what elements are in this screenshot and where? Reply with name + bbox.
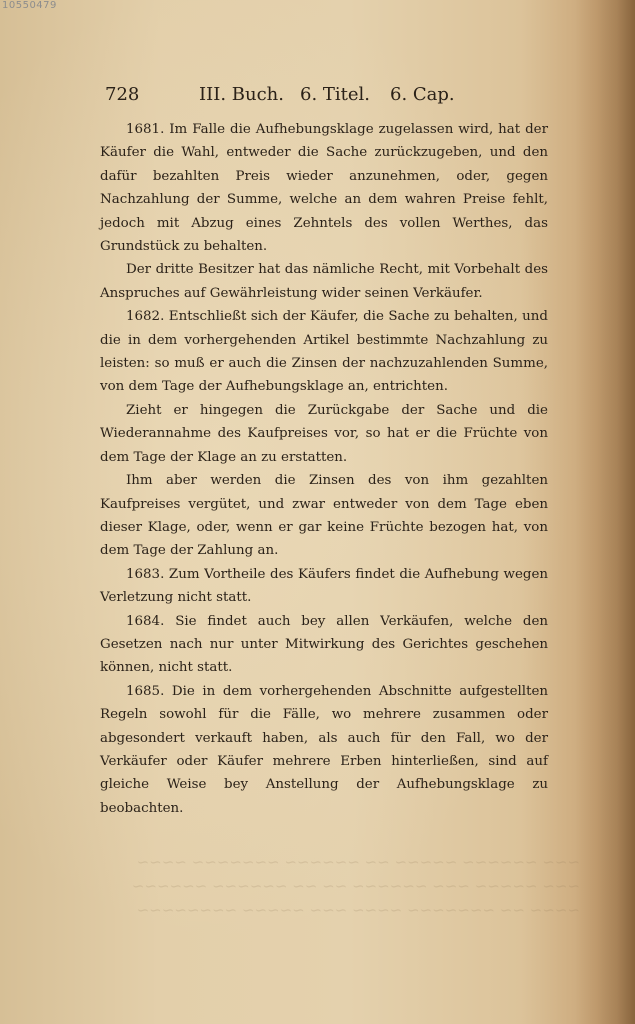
paragraph-return: Zieht er hingegen die Zurückgabe der Sache und die Wiederannahme des Kaufpreises vor, so hat er die Früchte von dem Tage der Klage an zu erstatten. [100, 402, 548, 465]
paragraph-1682: 1682. Entschließt sich der Käufer, die Sache zu behalten, und die in dem vorhergehenden Artikel bestimmte Nachzahlung zu leisten: so muß er auch die Zinsen der nachzuzahlenden Summe, von dem Tage der Aufhebungsklage an, entrichten. [100, 309, 548, 395]
header-title: 6. Titel. [300, 84, 371, 105]
body-text [100, 118, 548, 820]
header-book: III. Buch. [199, 84, 284, 105]
paragraph-1681: 1681. Im Falle die Aufhebungsklage zugelassen wird, hat der Käufer die Wahl, entweder die Sache zurückzugeben, und den dafür bezahlten Preis wieder anzunehmen, oder, gegen Nachzahlung der Summe, welche an dem wahren Preise fehlt, jedoch mit Abzug eines Zehntels des vollen Werthes, das Grundstück zu behalten. [100, 122, 548, 255]
paragraph-1685: 1685. Die in dem vorhergehenden Abschnitte aufgestellten Regeln sowohl für die Fälle, wo mehrere zusammen oder abgesondert verkauft haben, als auch für den Fall, wo der Verkäufer oder Käufer mehrere Erben hinterließen, sind auf gleiche Weise bey Anstellung der Aufhebungsklage zu beobachten. [100, 683, 548, 816]
page-number: 728 [105, 84, 140, 105]
running-header [105, 84, 465, 110]
paragraph-1683: 1683. Zum Vortheile des Käufers findet die Aufhebung wegen Verletzung nicht statt. [100, 566, 548, 606]
paragraph-1684: 1684. Sie findet auch bey allen Verkäufen, welche den Gesetzen nach nur unter Mitwirkung des Gerichtes geschehen können, nicht statt. [100, 613, 548, 676]
header-chapter: 6. Cap. [390, 84, 455, 105]
library-stamp-id: 10550479 [2, 0, 57, 11]
paragraph-third-possessor: Der dritte Besitzer hat das nämliche Recht, mit Vorbehalt des Anspruches auf Gewährleistung wider seinen Verkäufer. [100, 262, 548, 301]
page-edge-shadow [575, 0, 635, 1024]
bleed-through-text: ~~~ ~~~~~~ ~~~~~ ~~ ~~~~~~ ~~~~~~~ ~~~~ ~~~ ~~~~~ ~~~ ~~~~~~ ~~ ~~ ~~~~~~ ~~~~~~ ~~~~ ~~ ~~~~~~~ ~~~~ ~~~ ~~~~~ ~~~~~~~~ [131, 853, 580, 919]
paragraph-interest: Ihm aber werden die Zinsen des von ihm gezahlten Kaufpreises vergütet, und zwar entweder von dem Tage eben dieser Klage, oder, wenn er gar keine Früchte bezogen hat, von dem Tage der Zahlung an. [100, 473, 548, 559]
